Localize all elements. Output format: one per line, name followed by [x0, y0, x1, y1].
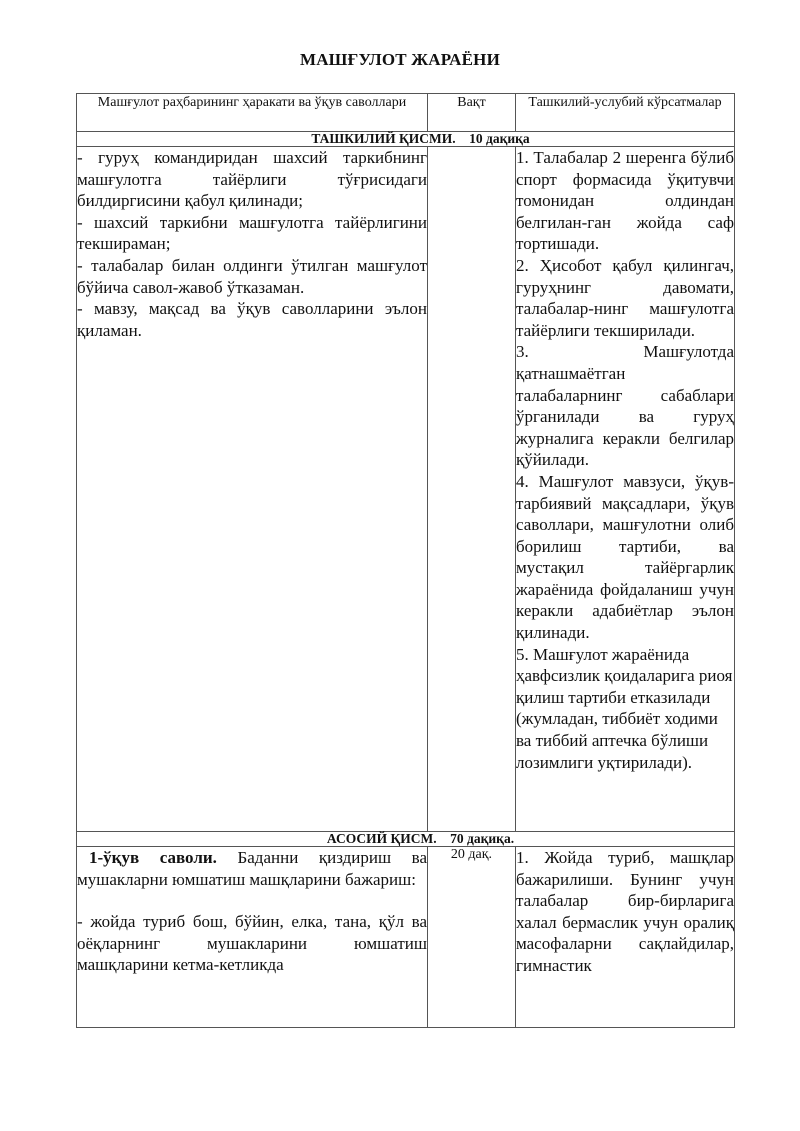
header-actions: Машғулот раҳбарининг ҳаракати ва ўқув саволлари: [77, 94, 428, 132]
section-row-main: [77, 832, 735, 847]
time-cell: [428, 147, 516, 832]
list-item: 4. Машғулот мавзуси, ўқув-тарбиявий мақсадлари, ўқув саволлари, машғулотни олиб борилиш тартиби, ва мустақил тайёргарлик жараёнида фойдаланиш учун керакли адабиётлар эълон қилинади.: [516, 471, 734, 643]
list-item: 5. Машғулот жараёнида ҳавфсизлик қоидаларига риоя қилиш тартиби етказилади (жумладан, тиббиёт ходими ва тиббий аптечка бўлиши лозимлиги уқтирилади).: [516, 644, 733, 772]
lesson-plan-table: [76, 93, 735, 1028]
section-duration: 10 дақиқа: [469, 131, 530, 146]
time-cell: 20 дақ.: [428, 847, 516, 1028]
header-time: Вақт: [428, 94, 516, 132]
list-item: - жойда туриб бош, бўйин, елка, тана, қўл ва оёқларнинг мушакларини юмшатиш машқларини кетма-кетликда: [77, 912, 427, 975]
instructions-cell: [516, 847, 735, 1028]
list-item: - талабалар билан олдинги ўтилган машғулот бўйича савол-жавоб ўтказаман.: [77, 255, 427, 297]
list-item: - гуруҳ командиридан шахсий таркибнинг машғулотга тайёрлиги тўғрисидаги билдиргисини қабул қилинади;: [77, 148, 427, 211]
section-row-organizational: [77, 132, 735, 147]
question-title: 1-ўқув саволи.: [89, 848, 217, 867]
list-item: 2. Ҳисобот қабул қилингач, гуруҳнинг давомати, талабалар-нинг машғулотга тайёрлиги текширилади.: [516, 255, 734, 340]
list-item: - мавзу, мақсад ва ўқув саволларини эълон қиламан.: [77, 299, 427, 340]
actions-cell: [77, 147, 428, 832]
table-row: [77, 147, 735, 832]
section-heading-organizational: [77, 132, 735, 147]
list-item: 1. Талабалар 2 шеренга бўлиб спорт формасида ўқитувчи томонидан олдиндан белгилан-ган жойда саф тортишади.: [516, 148, 734, 254]
table-row: [77, 847, 735, 1028]
instructions-cell: [516, 147, 735, 832]
table-header-row: [77, 94, 735, 132]
section-title: ТАШКИЛИЙ ҚИСМИ.: [311, 131, 456, 146]
section-title: АСОСИЙ ҚИСМ.: [326, 831, 437, 846]
section-heading-main: [77, 832, 735, 847]
list-item: - шахсий таркибни машғулотга тайёрлигини текшираман;: [77, 212, 427, 254]
list-item: 3. Машғулотда қатнашмаётган талабаларнинг сабаблари ўрганилади ва гуруҳ журналига керакли белгилар қўйилади.: [516, 342, 734, 470]
list-item: 1. Жойда туриб, машқлар бажарилиши. Бунинг учун талабалар бир-бирларига халал бермаслик учун оралиқ масофаларни сақлайдилар, гимнастик: [516, 848, 734, 975]
question-text: Баданни қиздириш ва мушакларни юмшатиш машқларини бажариш:: [77, 848, 428, 889]
actions-cell: [77, 847, 428, 1028]
page-title: МАШҒУЛОТ ЖАРАЁНИ: [299, 50, 501, 69]
section-duration: 70 дақиқа.: [450, 831, 515, 846]
header-instructions: Ташкилий-услубий кўрсатмалар: [516, 94, 735, 132]
